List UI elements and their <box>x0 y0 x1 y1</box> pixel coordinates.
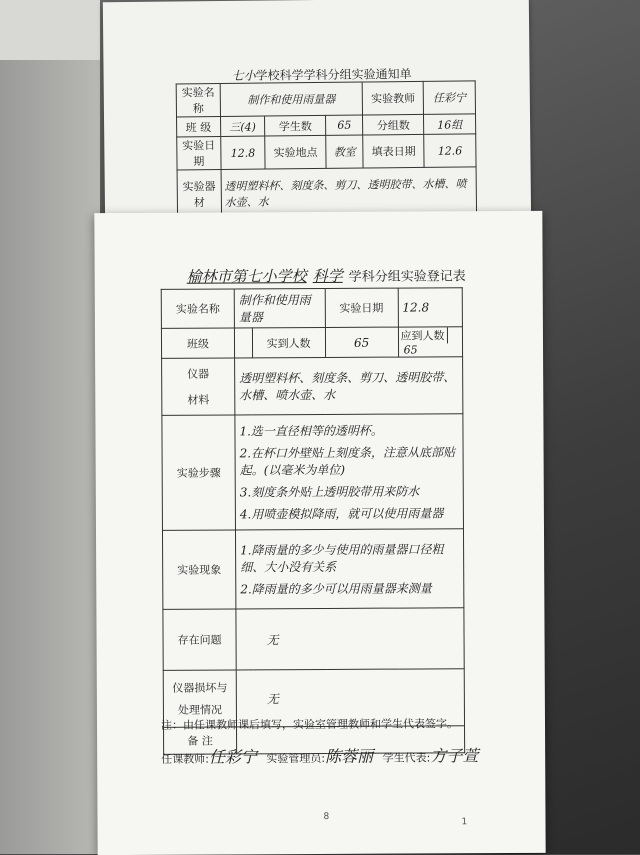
record-title-school: 榆林市第七小学校 <box>186 267 307 286</box>
record-title <box>187 264 466 286</box>
manager-label: 实验管理员: <box>266 751 326 766</box>
notice-teacher-value: 任彩宁 <box>423 81 475 115</box>
list-item: 2.降雨量的多少可以用雨量器来测量 <box>240 581 432 597</box>
record-class-label: 班级 <box>161 328 234 358</box>
notice-groups-value: 16组 <box>424 114 476 135</box>
footer-mark: 1 <box>461 817 468 828</box>
notice-students-label: 学生数 <box>265 115 326 136</box>
record-title-subject: 科学 <box>312 266 343 286</box>
background-paper-corner <box>0 0 100 60</box>
record-steps-list <box>235 414 464 530</box>
notice-location-value: 教室 <box>326 135 363 168</box>
record-arrived-value: 65 <box>325 327 398 357</box>
list-item: 3.刻度条外贴上透明胶带用来防水 <box>239 484 420 500</box>
record-note: 注：由任课教师课后填写，实验室管理教师和学生代表签字。 <box>160 717 459 732</box>
record-name-label: 实验名称 <box>161 289 234 328</box>
teacher-label: 任课教师: <box>161 752 209 766</box>
student-signature: 方子萱 <box>430 746 479 766</box>
notice-equipment-value: 透明塑料杯、刻度条、剪刀、透明胶带、水槽、喷水壶、水 <box>221 167 477 219</box>
notice-fill-date-value: 12.6 <box>424 134 476 168</box>
notice-title-rest: 学校科学学科分组实验通知单 <box>255 67 412 83</box>
notice-date-label: 实验日期 <box>177 137 221 170</box>
table-row <box>162 357 463 416</box>
record-name-value: 制作和使用雨量器 <box>234 288 325 327</box>
record-signatures <box>161 743 484 768</box>
teacher-signature: 任彩宁 <box>208 747 257 767</box>
record-date-value: 12.8 <box>398 288 463 327</box>
notice-name-value: 制作和使用雨量器 <box>220 82 363 116</box>
record-damage-label-2: 处理情况 <box>177 703 222 717</box>
record-phenomena-label: 实验现象 <box>162 530 235 609</box>
record-arrived-label: 实到人数 <box>252 327 325 357</box>
notice-location-label: 实验地点 <box>265 135 326 169</box>
record-steps-label: 实验步骤 <box>162 415 236 530</box>
notice-date-value: 12.8 <box>221 136 266 169</box>
table-row <box>162 414 464 531</box>
notice-class-label: 班 级 <box>177 117 221 137</box>
record-class-value <box>234 328 252 358</box>
notice-table <box>176 80 477 219</box>
list-item: 1.选一直径相等的透明杯。 <box>239 423 383 439</box>
table-row <box>161 288 462 329</box>
notice-teacher-label: 实验教师 <box>362 81 423 115</box>
record-damage-value: 无 <box>236 669 464 727</box>
record-remarks-label: 备 注 <box>164 727 237 754</box>
record-problems-label: 存在问题 <box>163 609 236 670</box>
record-problems-value: 无 <box>236 608 464 670</box>
notice-class-value: 三(4) <box>220 116 265 136</box>
notice-name-label: 实验名称 <box>176 84 220 117</box>
record-phenomena-list <box>235 529 463 609</box>
student-label: 学生代表: <box>382 751 431 765</box>
record-expected-value: 65 <box>403 343 418 357</box>
record-expected-cell <box>398 327 463 357</box>
record-damage-label-1: 仪器损坏与 <box>172 681 228 695</box>
record-expected-label: 应到人数 <box>398 327 447 343</box>
table-row <box>176 81 475 117</box>
footer-mark: 8 <box>323 811 330 822</box>
background-left <box>0 0 100 854</box>
record-materials-label-2: 材料 <box>187 393 210 407</box>
record-title-rest: 学科分组实验登记表 <box>348 269 466 285</box>
list-item: 4.用喷壶模拟降雨，就可以使用雨量器 <box>239 506 444 522</box>
table-row <box>177 134 476 170</box>
record-sheet <box>94 211 545 855</box>
record-materials-label <box>162 358 235 415</box>
record-table <box>161 287 465 755</box>
notice-sheet <box>103 0 531 232</box>
notice-groups-label: 分组数 <box>363 114 424 135</box>
table-row <box>163 608 464 671</box>
record-materials-value: 透明塑料杯、刻度条、剪刀、透明胶带、水槽、喷水壶、水 <box>235 357 463 415</box>
table-row <box>162 529 463 610</box>
notice-students-value: 65 <box>326 115 363 135</box>
list-item: 2.在杯口外壁贴上刻度条，注意从底部贴起。(以毫米为单位) <box>239 445 456 478</box>
manager-signature: 陈蓉丽 <box>325 746 374 766</box>
record-date-label: 实验日期 <box>325 288 398 327</box>
notice-equipment-label: 实验器材 <box>177 170 221 219</box>
notice-title-school: 七小 <box>231 68 256 83</box>
table-row <box>161 327 462 359</box>
notice-fill-date-label: 填表日期 <box>363 134 424 168</box>
list-item: 1.降雨量的多少与使用的雨量器口径粗细、大小没有关系 <box>240 542 444 575</box>
record-materials-label-1: 仪器 <box>187 367 210 381</box>
